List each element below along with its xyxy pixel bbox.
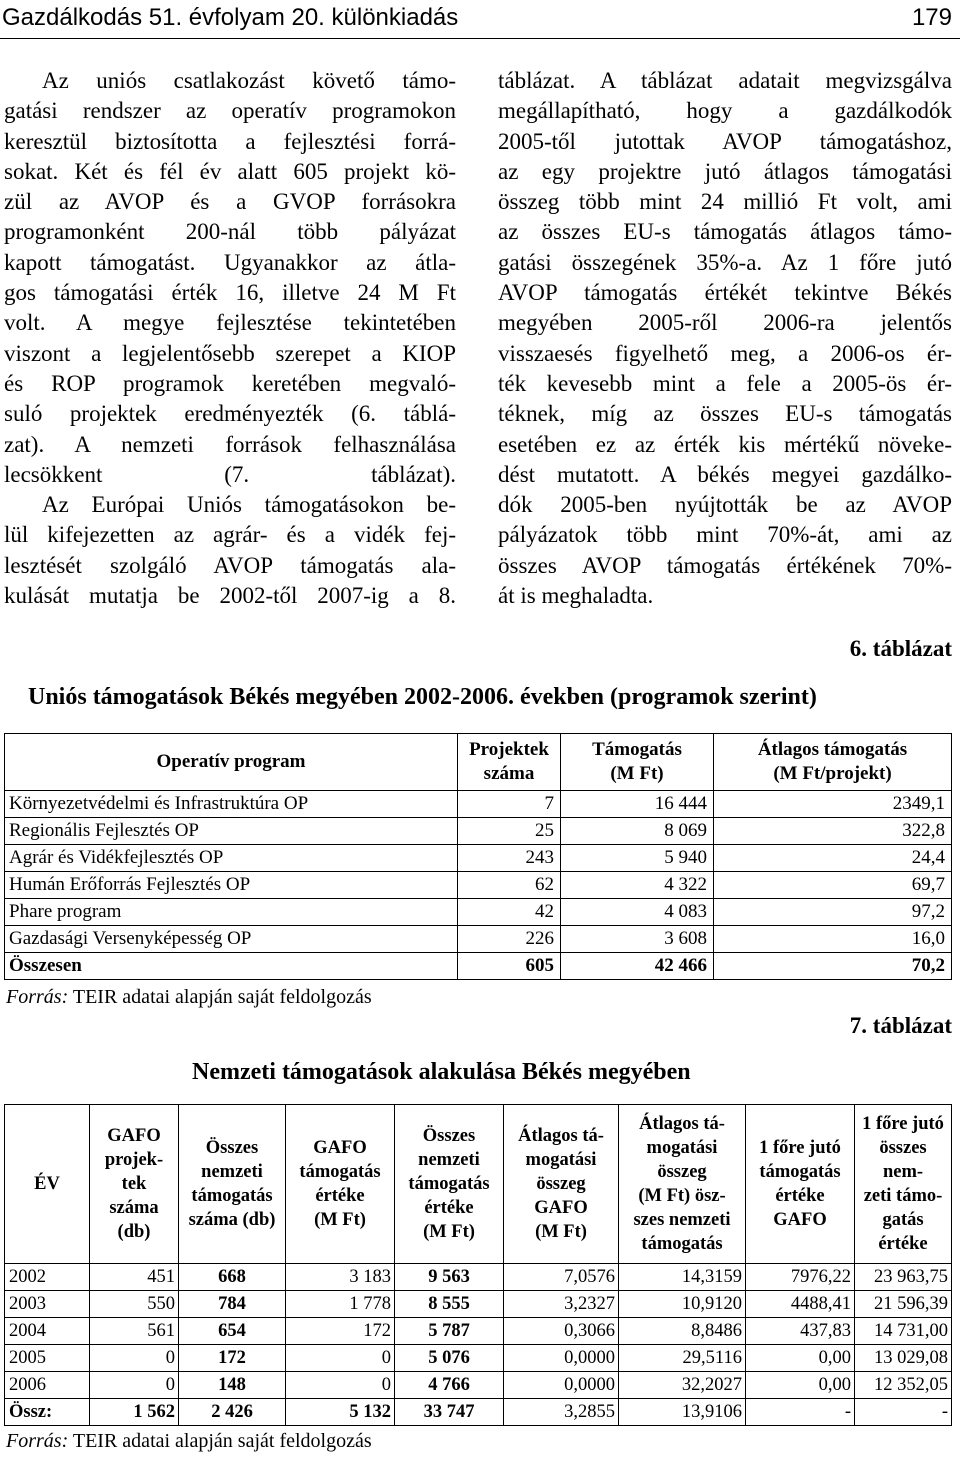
- table-row: [5, 1291, 952, 1318]
- text-line: és ROP programok keretében megvaló-: [4, 370, 456, 396]
- table-cell: 0,00: [746, 1345, 855, 1372]
- table7-title: Nemzeti támogatások alakulása Békés megyében: [192, 1059, 691, 1085]
- table-cell: 97,2: [714, 899, 952, 926]
- table-cell: -: [746, 1399, 855, 1426]
- text-line: kulását mutatja be 2002-től 2007-ig a 8.: [4, 583, 456, 609]
- table-cell: 16,0: [714, 926, 952, 953]
- table-cell: 2349,1: [714, 791, 952, 818]
- table-cell: 550: [90, 1291, 179, 1318]
- text-line: kapott támogatást. Ugyanakkor az átla-: [4, 249, 456, 275]
- text-line: gatási összegének 35%-a. Az 1 főre jutó: [498, 249, 952, 275]
- text-line: táblázat. A táblázat adatait megvizsgálva: [498, 68, 952, 93]
- table-cell: 4488,41: [746, 1291, 855, 1318]
- table6-header: Átlagos támogatás (M Ft/projekt): [714, 734, 952, 791]
- table-cell: 561: [90, 1318, 179, 1345]
- table-cell: 3 183: [286, 1264, 395, 1291]
- text-line: át is meghaladta.: [498, 583, 654, 609]
- table-cell: 2003: [5, 1291, 90, 1318]
- table-cell: 0,0000: [504, 1345, 619, 1372]
- table-cell: 70,2: [714, 953, 952, 980]
- text-line: Az Európai Uniós támogatásokon be-: [42, 492, 456, 518]
- text-line: összes AVOP támogatás értékének 70%-: [498, 552, 952, 578]
- table-cell: Gazdasági Versenyképesség OP: [5, 926, 458, 953]
- text-line: sokat. Két és fél év alatt 605 projekt kö-: [4, 158, 456, 184]
- table-cell: 5 787: [395, 1318, 504, 1345]
- text-line: zat). A nemzeti források felhasználása: [4, 431, 456, 457]
- text-line: gos támogatási érték 16, illetve 24 M Ft: [4, 280, 456, 306]
- table-cell: 42 466: [561, 953, 714, 980]
- table-row: [5, 899, 952, 926]
- table-cell: 226: [458, 926, 561, 953]
- table-cell: Regionális Fejlesztés OP: [5, 818, 458, 845]
- table-cell: 605: [458, 953, 561, 980]
- table-cell: 7,0576: [504, 1264, 619, 1291]
- table-cell: 2 426: [179, 1399, 286, 1426]
- text-line: keresztül biztosította a fejlesztési forrá-: [4, 128, 456, 154]
- table-cell: 3 608: [561, 926, 714, 953]
- table-cell: 10,9120: [619, 1291, 746, 1318]
- table-cell: 322,8: [714, 818, 952, 845]
- table-cell: 13,9106: [619, 1399, 746, 1426]
- table7-header: GAFO projek- tek száma (db): [90, 1105, 179, 1264]
- text-line: 2005-től jutottak AVOP támogatáshoz,: [498, 128, 952, 154]
- table-cell: 0: [90, 1345, 179, 1372]
- table-cell: 2005: [5, 1345, 90, 1372]
- text-line: téknek, míg az összes EU-s támogatás: [498, 401, 952, 427]
- table-cell: 148: [179, 1372, 286, 1399]
- text-line: dést mutatott. A békés megyei gazdálko-: [498, 461, 952, 487]
- table-cell: 451: [90, 1264, 179, 1291]
- table-cell: Agrár és Vidékfejlesztés OP: [5, 845, 458, 872]
- table-cell: 33 747: [395, 1399, 504, 1426]
- text-line: összeg több mint 24 millió Ft volt, ami: [498, 189, 952, 215]
- table-cell: -: [855, 1399, 952, 1426]
- table6-title: Uniós támogatások Békés megyében 2002-2006. években (programok szerint): [28, 684, 817, 710]
- text-line: az egy projektre jutó átlagos támogatási: [498, 158, 952, 184]
- text-line: lül kifejezetten az agrár- és a vidék fej-: [4, 522, 456, 548]
- table7-header: Összes nemzeti támogatás száma (db): [179, 1105, 286, 1264]
- table-row: [5, 1345, 952, 1372]
- table-cell: 23 963,75: [855, 1264, 952, 1291]
- table6-label: 6. táblázat: [849, 636, 952, 661]
- table-cell: 24,4: [714, 845, 952, 872]
- table-row: [5, 1372, 952, 1399]
- text-line: zül az AVOP és a GVOP forrásokra: [4, 189, 456, 215]
- table-cell: 62: [458, 872, 561, 899]
- table-cell: 21 596,39: [855, 1291, 952, 1318]
- table7-header: 1 főre jutó összes nem- zeti támo- gatás értéke: [855, 1105, 952, 1264]
- text-line: volt. A megye fejlesztése tekintetében: [4, 310, 456, 336]
- table-row: [5, 953, 952, 980]
- table-cell: 654: [179, 1318, 286, 1345]
- table-cell: 172: [179, 1345, 286, 1372]
- table-cell: 0,3066: [504, 1318, 619, 1345]
- table-cell: Környezetvédelmi és Infrastruktúra OP: [5, 791, 458, 818]
- table7-header: Átlagos tá- mogatási összeg (M Ft) ösz- szes nemzeti támogatás: [619, 1105, 746, 1264]
- text-line: AVOP támogatás értékét tekintve Békés: [498, 280, 952, 306]
- journal-title: Gazdálkodás 51. évfolyam 20. különkiadás: [2, 4, 459, 31]
- table-row: [5, 791, 952, 818]
- table-row: [5, 872, 952, 899]
- text-line: lesztését szolgáló AVOP támogatás ala-: [4, 552, 456, 578]
- table-cell: Össz:: [5, 1399, 90, 1426]
- table-cell: 42: [458, 899, 561, 926]
- header-rule: [0, 38, 960, 39]
- text-line: megállapítható, hogy a gazdálkodók: [498, 98, 952, 124]
- table6-header: Projektek száma: [458, 734, 561, 791]
- table-cell: 4 322: [561, 872, 714, 899]
- table-cell: 1 778: [286, 1291, 395, 1318]
- table7-header: Összes nemzeti támogatás értéke (M Ft): [395, 1105, 504, 1264]
- table7-header-row: [5, 1105, 952, 1264]
- table-cell: 29,5116: [619, 1345, 746, 1372]
- table-cell: 0,00: [746, 1372, 855, 1399]
- table-cell: Összesen: [5, 953, 458, 980]
- table6: [4, 733, 952, 980]
- text-line: gatási rendszer az operatív programokon: [4, 98, 456, 124]
- table-row: [5, 818, 952, 845]
- table-cell: 243: [458, 845, 561, 872]
- table-cell: 14 731,00: [855, 1318, 952, 1345]
- text-line: visszaesés figyelhető meg, a 2006-os ér-: [498, 340, 952, 366]
- table-cell: 0: [286, 1372, 395, 1399]
- table-cell: 1 562: [90, 1399, 179, 1426]
- table-cell: 8 069: [561, 818, 714, 845]
- table-cell: 69,7: [714, 872, 952, 899]
- right-text-column: [498, 66, 952, 611]
- text-line: suló projektek eredményezték (6. táblá-: [4, 401, 456, 427]
- text-line: Az uniós csatlakozást követő támo-: [42, 68, 456, 93]
- table-row: [5, 1399, 952, 1426]
- table-cell: 2006: [5, 1372, 90, 1399]
- left-text-column: [4, 66, 456, 611]
- table-cell: 8 555: [395, 1291, 504, 1318]
- table7-header: 1 főre jutó támogatás értéke GAFO: [746, 1105, 855, 1264]
- table-cell: 172: [286, 1318, 395, 1345]
- table-row: [5, 845, 952, 872]
- text-line: pályázatok több mint 70%-át, ami az: [498, 522, 952, 548]
- text-line: viszont a legjelentősebb szerepet a KIOP: [4, 340, 456, 366]
- table-cell: 9 563: [395, 1264, 504, 1291]
- table-cell: Phare program: [5, 899, 458, 926]
- table7: [4, 1104, 952, 1426]
- table-cell: 7976,22: [746, 1264, 855, 1291]
- table-row: [5, 1264, 952, 1291]
- text-line: esetében ez az érték kis mértékű növeke-: [498, 431, 952, 457]
- page-number: 179: [911, 4, 952, 31]
- table7-header: Átlagos tá- mogatási összeg GAFO (M Ft): [504, 1105, 619, 1264]
- table-cell: 7: [458, 791, 561, 818]
- table-cell: 0: [286, 1345, 395, 1372]
- table-row: [5, 1318, 952, 1345]
- table-cell: 5 132: [286, 1399, 395, 1426]
- table-cell: 784: [179, 1291, 286, 1318]
- table-cell: 14,3159: [619, 1264, 746, 1291]
- text-line: programonként 200-nál több pályázat: [4, 219, 456, 245]
- table-cell: 3,2855: [504, 1399, 619, 1426]
- table-cell: 25: [458, 818, 561, 845]
- table6-header: Támogatás (M Ft): [561, 734, 714, 791]
- table7-source: Forrás: TEIR adatai alapján saját feldolgozás: [6, 1430, 372, 1452]
- text-line: megyében 2005-ről 2006-ra jelentős: [498, 310, 952, 336]
- table7-header: GAFO támogatás értéke (M Ft): [286, 1105, 395, 1264]
- table7-label: 7. táblázat: [849, 1013, 952, 1038]
- text-line: az összes EU-s támogatás átlagos támo-: [498, 219, 952, 245]
- table-row: [5, 926, 952, 953]
- table-cell: 13 029,08: [855, 1345, 952, 1372]
- table6-source: Forrás: TEIR adatai alapján saját feldolgozás: [6, 986, 372, 1008]
- table-cell: 5 076: [395, 1345, 504, 1372]
- table-cell: 668: [179, 1264, 286, 1291]
- table6-header-row: [5, 734, 952, 791]
- text-line: ték kevesebb mint a fele a 2005-ös ér-: [498, 370, 952, 396]
- table6-header: Operatív program: [5, 734, 458, 791]
- page-header: [0, 0, 960, 42]
- text-line: dók 2005-ben nyújtották be az AVOP: [498, 492, 952, 518]
- text-line: lecsökkent (7. táblázat).: [4, 461, 456, 487]
- table-cell: Humán Erőforrás Fejlesztés OP: [5, 872, 458, 899]
- table-cell: 0: [90, 1372, 179, 1399]
- table-cell: 2004: [5, 1318, 90, 1345]
- table-cell: 32,2027: [619, 1372, 746, 1399]
- table-cell: 4 766: [395, 1372, 504, 1399]
- table-cell: 2002: [5, 1264, 90, 1291]
- table-cell: 4 083: [561, 899, 714, 926]
- table-cell: 5 940: [561, 845, 714, 872]
- table-cell: 437,83: [746, 1318, 855, 1345]
- table-cell: 8,8486: [619, 1318, 746, 1345]
- table-cell: 12 352,05: [855, 1372, 952, 1399]
- table-cell: 16 444: [561, 791, 714, 818]
- table-cell: 3,2327: [504, 1291, 619, 1318]
- table-cell: 0,0000: [504, 1372, 619, 1399]
- table7-header: ÉV: [5, 1105, 90, 1264]
